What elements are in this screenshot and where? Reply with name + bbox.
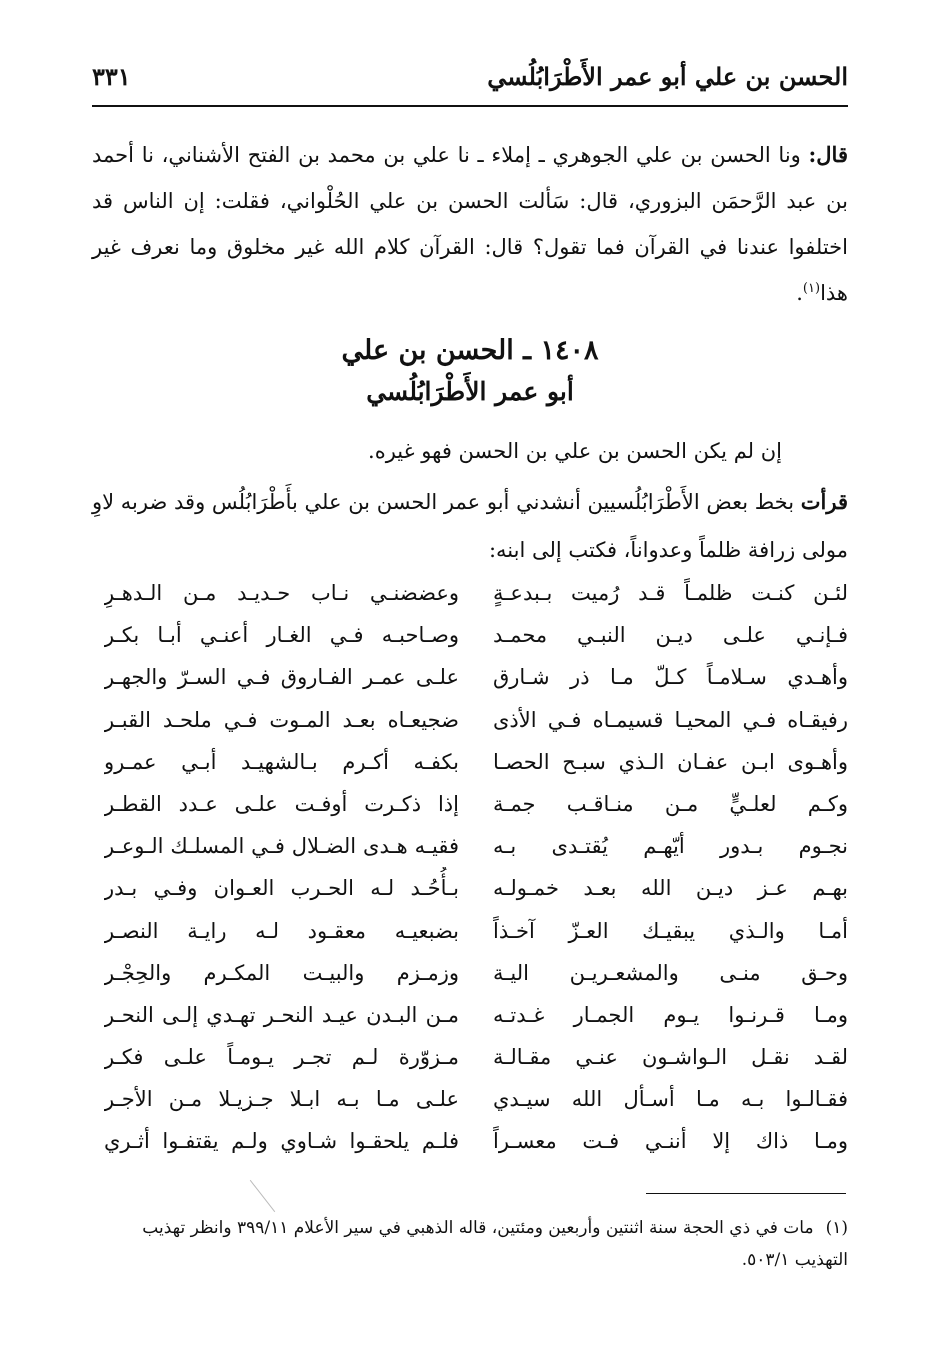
narration-body: بخط بعض الأَطْرَابُلُسيين أنشدني أبو عمر الحسن بن علي بأَطْرَابُلُس وقد ضربه لاوِ مولى زرافة ظلماً وعدواناً، فكتب إلى ابنه: xyxy=(92,490,848,562)
verse-first-hemistich: وحـق منـى والمشعـريـن اليـة xyxy=(493,960,848,985)
verse-first-hemistich: لقـد نقـل الـواشـون عنـي مقـالـة xyxy=(493,1045,848,1070)
poem-first-hemistichs xyxy=(493,572,848,1163)
narration-paragraph xyxy=(92,478,848,574)
poem xyxy=(92,572,848,1162)
verse-first-hemistich: أمـا والـذي يبقيـك العـزّ آخـذاً xyxy=(493,918,848,943)
running-title: الحسن بن علي أبو عمر الأَطْرَابُلُسي xyxy=(487,62,848,91)
footnote xyxy=(92,1212,848,1276)
verse-first-hemistich: فـإنـي علـى ديـن النبـي محمـد xyxy=(493,623,848,648)
verse-second-hemistich: بضبعيـه معقـود لـه رايـة النصـر xyxy=(104,918,459,943)
verse-second-hemistich: ضجيعـاه بعـد المـوت فـي ملحـد القبـر xyxy=(104,707,459,732)
verse-first-hemistich: وأهـدي سـلامـاً كـلّ مـا ذر شـارق xyxy=(493,665,848,690)
scan-mark xyxy=(250,1180,275,1212)
entry-heading-name: ١٤٠٨ ـ الحسن بن علي xyxy=(341,335,599,366)
verse-second-hemistich: فقيـه هـدى الضـلال فـي المسلـك الـوعـر xyxy=(104,834,459,859)
verse-first-hemistich: ومـا قـرنـوا يـوم الجمـار غـدتـه xyxy=(493,1002,848,1027)
intro-body: ونا الحسن بن علي الجوهري ـ إملاء ـ نا علي بن محمد بن الفتح الأشناني، نا أحمد بن عبد الرَّحمَن البزوري، قال: سَألت الحسن بن علي الحُلْواني، فقلت: إن الناس قد اختلفوا عندنا في القرآن فما تقول؟ قال: القرآن كلام الله غير مخلوق وما نعرف غير هذا xyxy=(92,143,848,305)
footnote-reference: (١) xyxy=(802,281,821,296)
entry-heading-kunya: أبو عمر الأَطْرَابُلُسي xyxy=(366,377,574,406)
verse-first-hemistich: فقـالـوا بـه مـا أسـأل الله سيـدي xyxy=(493,1087,848,1112)
footnote-text: مات في ذي الحجة سنة اثنتين وأربعين ومئتين، قاله الذهبي في سير الأعلام ٣٩٩/١١ وانظر تهذيب التهذيب ٥٠٣/١. xyxy=(142,1218,848,1270)
verse-second-hemistich: فلـم يلحقـوا شـاوي ولـم يقتفـوا أثـري xyxy=(104,1129,459,1154)
header-rule xyxy=(92,105,848,107)
verse-second-hemistich: علـى عمـر الفـاروق فـي السـرّ والجهـر xyxy=(104,665,459,690)
identity-note: إن لم يكن الحسن بن علي بن الحسن فهو غيره. xyxy=(368,439,782,463)
verse-second-hemistich: علـى مـا بـه ابـلا جـزيـلا مـن الأجـر xyxy=(104,1087,459,1112)
footnote-number: (١) xyxy=(825,1218,848,1238)
verse-second-hemistich: بكفـه أكـرم بـالشهيـد أبـي عمـرو xyxy=(104,749,459,774)
verse-first-hemistich: وأهـوى ابـن عفـان الـذي سبـح الحصـا xyxy=(493,749,848,774)
verse-first-hemistich: وكـم لعلـيٍّ مـن منـاقـب جمـة xyxy=(493,791,848,816)
page-header xyxy=(92,58,848,98)
verse-second-hemistich: مـزوّرة لـم تجـر يـومـاً علـى فكـر xyxy=(104,1045,459,1070)
entry-heading xyxy=(92,330,848,412)
verse-second-hemistich: إذا ذكـرت أوفـت علـى عـدد القطـر xyxy=(104,791,459,816)
intro-paragraph xyxy=(92,132,848,316)
intro-end: . xyxy=(796,281,803,305)
page-number: ٣٣١ xyxy=(92,62,131,91)
verse-first-hemistich: بهـم عـز ديـن الله بعـد خمـولـه xyxy=(493,876,848,901)
verse-second-hemistich: وعضضنـي نـاب حـديـد مـن الـدهـرِ xyxy=(104,581,459,605)
verse-second-hemistich: مـن البـدن عيـد النحـر تهـدي إلـى النحـر xyxy=(104,1002,459,1027)
narration-lead: قرأت xyxy=(800,489,848,514)
intro-lead: قال: xyxy=(808,142,848,167)
poem-second-hemistichs xyxy=(104,572,459,1163)
verse-second-hemistich: بـأُحُـد لـه الحـرب العـوان وفـي بـدر xyxy=(104,876,459,901)
verse-first-hemistich: نجـوم بـدور أيّهـم يُقتـدى بـه xyxy=(493,834,848,859)
verse-first-hemistich: لئـن كنـت ظلمـاً قـد رُميت بـبدعـةٍ xyxy=(493,581,848,605)
verse-second-hemistich: وصـاحبـه فـي الغـار أعنـي أبـا بكـر xyxy=(104,623,459,648)
footnote-rule xyxy=(646,1193,846,1194)
verse-first-hemistich: رفيقـاه فـي المحيـا قسيمـاه فـي الأذى xyxy=(493,707,848,732)
verse-second-hemistich: وزمـزم والبيـت المكـرم والحِجْـر xyxy=(104,960,459,985)
verse-first-hemistich: ومـا ذاك إلا أننـي فـت معسـراً xyxy=(493,1129,848,1154)
